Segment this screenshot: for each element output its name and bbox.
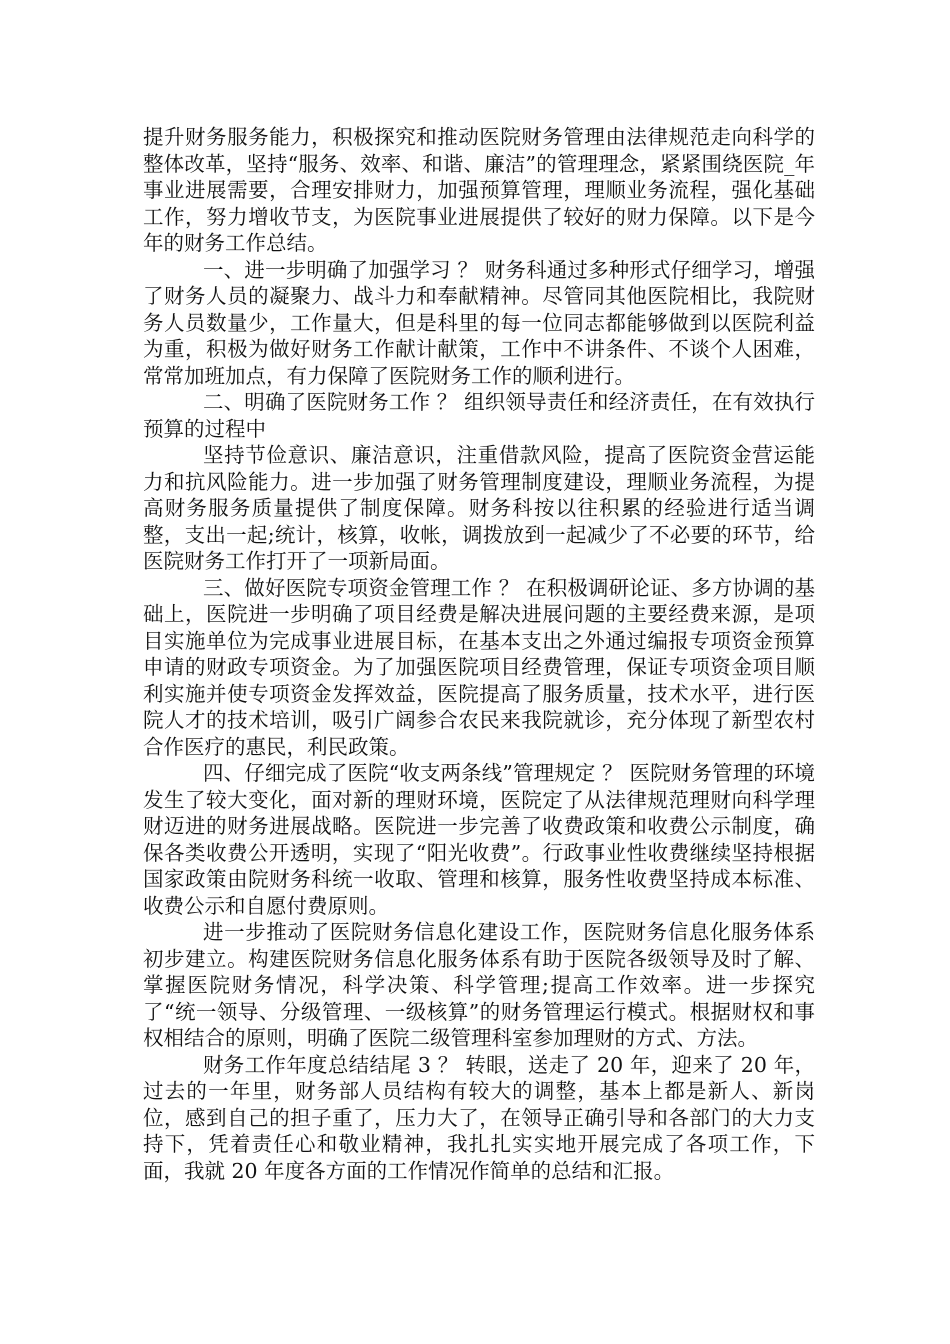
paragraph-closing: 财务工作年度总结结尾 3 ？ 转眼，送走了 20 年，迎来了 20 年，过去的一年里，财务部人员结构有较大的调整，基本上都是新人、新岗位，感到自己的担子重了，压力大了，在领导正确引导和各部门的大力支持下，凭着责任心和敬业精神，我扎扎实实地开展完成了各项工作，下面，我就 20 年度各方面的工作情况作简单的总结和汇报。: [143, 1052, 815, 1183]
document-body: [143, 124, 815, 1184]
paragraph-section-2-continued: 坚持节俭意识、廉洁意识，注重借款风险，提高了医院资金营运能力和抗风险能力。进一步加强了财务管理制度建设，理顺业务流程，为提高财务服务质量提供了制度保障。财务科按以往积累的经验进行适当调整，支出一起;统计，核算，收帐，调拨放到一起减少了不必要的环节，给医院财务工作打开了一项新局面。: [143, 443, 815, 573]
paragraph-section-4: 四、仔细完成了医院“收支两条线”管理规定 ？ 医院财务管理的环境发生了较大变化，面对新的理财环境，医院定了从法律规范理财向科学理财迈进的财务进展战略。医院进一步完善了收费政策和收费公示制度，确保各类收费公开透明，实现了“阳光收费”。行政事业性收费继续坚持根据国家政策由院财务科统一收取、管理和核算，服务性收费坚持成本标准、收费公示和自愿付费原则。: [143, 761, 815, 918]
paragraph-section-1: 一、进一步明确了加强学习 ？ 财务科通过多种形式仔细学习，增强了财务人员的凝聚力、战斗力和奉献精神。尽管同其他医院相比，我院财务人员数量少，工作量大，但是科里的每一位同志都能够做到以医院利益为重，积极为做好财务工作献计献策，工作中不讲条件、不谈个人困难，常常加班加点，有力保障了医院财务工作的顺利进行。: [143, 257, 815, 388]
paragraph-informatization: 进一步推动了医院财务信息化建设工作，医院财务信息化服务体系初步建立。构建医院财务信息化服务体系有助于医院各级领导及时了解、掌握医院财务情况，科学决策、科学管理;提高工作效率。进一步探究了“统一领导、分级管理、一级核算”的财务管理运行模式。根据财权和事权相结合的原则，明确了医院二级管理科室参加理财的方式、方法。: [143, 920, 815, 1050]
paragraph-section-2: 二、明确了医院财务工作 ？ 组织领导责任和经济责任，在有效执行预算的过程中: [143, 390, 815, 441]
paragraph-intro: 提升财务服务能力，积极探究和推动医院财务管理由法律规范走向科学的整体改革，坚持“服务、效率、和谐、廉洁”的管理理念，紧紧围绕医院_年事业进展需要，合理安排财力，加强预算管理，理顺业务流程，强化基础工作，努力增收节支，为医院事业进展提供了较好的财力保障。以下是今年的财务工作总结。: [143, 125, 815, 255]
paragraph-section-3: 三、做好医院专项资金管理工作 ？ 在积极调研论证、多方协调的基础上，医院进一步明确了项目经费是解决进展问题的主要经费来源，是项目实施单位为完成事业进展目标，在基本支出之外通过编报专项资金预算申请的财政专项资金。为了加强医院项目经费管理，保证专项资金项目顺利实施并使专项资金发挥效益，医院提高了服务质量，技术水平，进行医院人才的技术培训，吸引广阔参合农民来我院就诊，充分体现了新型农村合作医疗的惠民，利民政策。: [143, 575, 815, 759]
